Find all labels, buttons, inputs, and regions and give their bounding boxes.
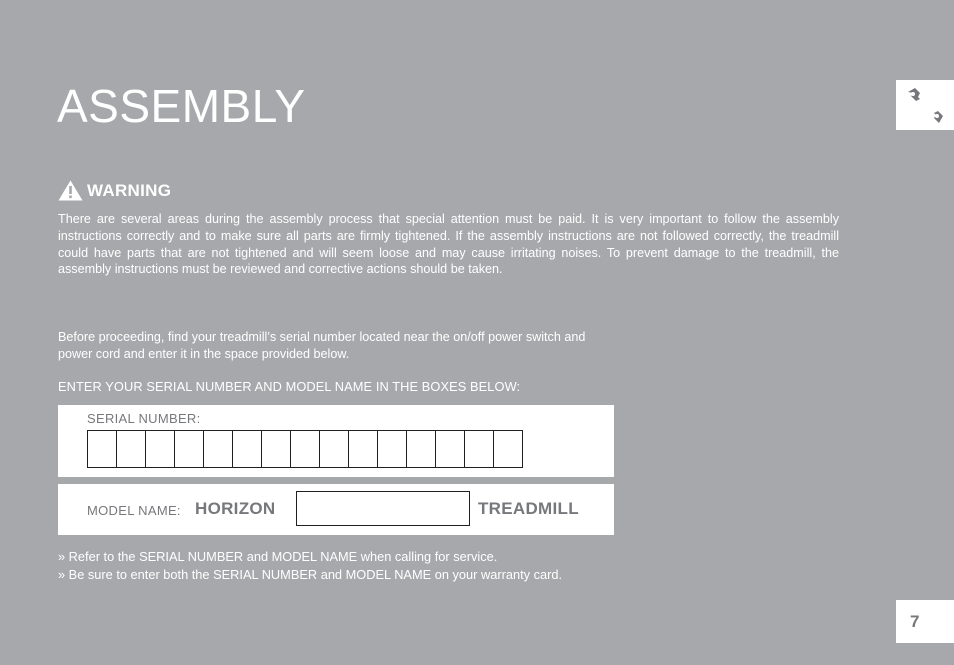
serial-number-label: SERIAL NUMBER:: [87, 411, 201, 426]
serial-number-cell[interactable]: [464, 430, 494, 468]
serial-number-cell[interactable]: [319, 430, 349, 468]
notes-list: [58, 548, 562, 583]
warning-heading: [58, 180, 171, 201]
wrench-icon: [904, 85, 946, 125]
section-tab: [896, 80, 954, 130]
serial-number-cells: [87, 430, 522, 468]
serial-number-cell[interactable]: [377, 430, 407, 468]
page-title: ASSEMBLY: [57, 80, 306, 132]
serial-number-cell[interactable]: [493, 430, 523, 468]
serial-number-cell[interactable]: [116, 430, 146, 468]
warning-triangle-icon: [58, 180, 83, 201]
product-name: TREADMILL: [478, 499, 579, 518]
intro-text: Before proceeding, find your treadmill’s serial number located near the on/off power switch and power cord and enter it in the space provided below.: [58, 330, 586, 361]
serial-number-cell[interactable]: [435, 430, 465, 468]
serial-number-cell[interactable]: [87, 430, 117, 468]
page-number: 7: [910, 612, 920, 631]
warning-title: WARNING: [87, 180, 172, 200]
model-name-panel: [58, 484, 614, 535]
note-item: » Refer to the SERIAL NUMBER and MODEL NAME when calling for service.: [58, 549, 498, 564]
note-item: » Be sure to enter both the SERIAL NUMBER and MODEL NAME on your warranty card.: [58, 566, 563, 582]
serial-number-cell[interactable]: [348, 430, 378, 468]
serial-number-cell[interactable]: [232, 430, 262, 468]
model-name-label: MODEL NAME:: [87, 503, 181, 518]
serial-number-cell[interactable]: [290, 430, 320, 468]
serial-number-cell[interactable]: [261, 430, 291, 468]
serial-number-panel: [58, 405, 614, 477]
serial-number-cell[interactable]: [203, 430, 233, 468]
serial-number-cell[interactable]: [174, 430, 204, 468]
page-number-tab: [896, 600, 954, 643]
serial-number-cell[interactable]: [406, 430, 436, 468]
brand-name: HORIZON: [195, 499, 276, 518]
warning-text: There are several areas during the assembly process that special attention must be paid. It is very important to follow the assembly instructions correctly and to make sure all parts are firmly tightened. If the assembly instructions are not followed correctly, the treadmill could have parts that are not tightened and will seem loose and may cause irritating noises. To prevent damage to the treadmill, the assembly instructions must be reviewed and corrective actions should be taken.: [58, 212, 839, 277]
enter-instruction: ENTER YOUR SERIAL NUMBER AND MODEL NAME IN THE BOXES BELOW:: [58, 379, 521, 394]
serial-number-cell[interactable]: [145, 430, 175, 468]
model-name-field[interactable]: [296, 491, 470, 526]
